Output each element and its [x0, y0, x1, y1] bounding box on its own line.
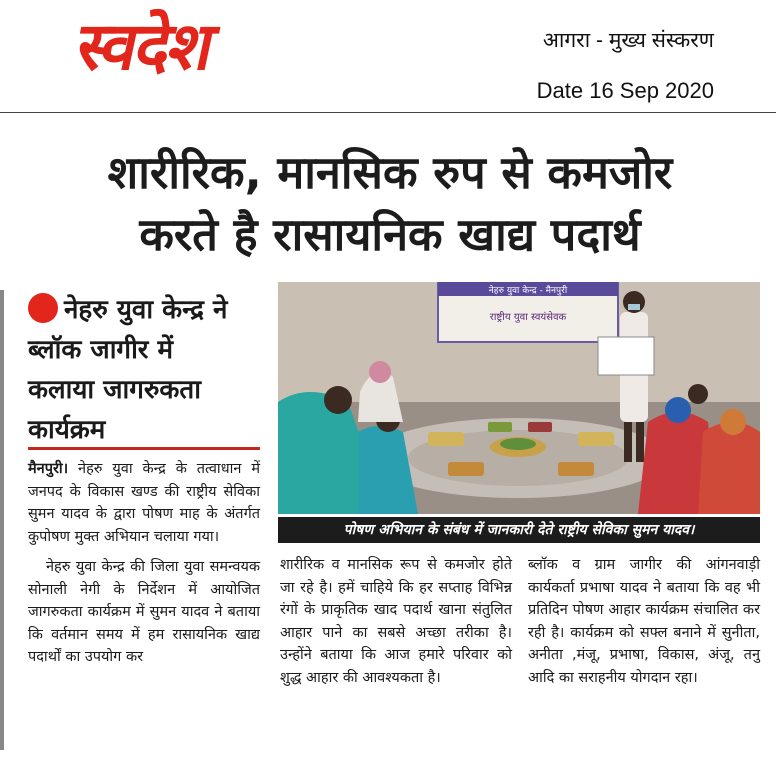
paragraph-1 — [28, 458, 260, 548]
article-column-3 — [528, 554, 760, 697]
article-column-1 — [28, 458, 260, 677]
red-bullet-icon — [28, 293, 58, 323]
banner-line-2: राष्ट्रीय युवा स्वयंसेवक — [489, 312, 567, 323]
paragraph-3: शारीरिक व मानसिक रूप से कमजोर होते जा रहे है। हमें चाहिये कि हर सप्ताह विभिन्न रंगों के प्राकृतिक खाद पदार्थ खाना संतुलित आहार पाने का सबसे अच्छा तरीका है। उन्होंने बताया कि आज हमारे परिवार को शुद्ध आहार की आवश्यकता है। — [280, 557, 512, 686]
edition-label: आगरा - मुख्य संस्करण — [542, 29, 714, 52]
dateline: मैनपुरी। — [28, 461, 69, 477]
sub-head-line-3: कलाया जागरुकता — [28, 375, 201, 405]
photo-illustration — [278, 282, 760, 514]
sub-head-line-1: नेहरु युवा केन्द्र ने — [64, 295, 228, 325]
article-photo — [278, 282, 760, 514]
paragraph-1-text: नेहरु युवा केन्द्र के तत्वाधान में जनपद के विकास खण्ड की राष्ट्रीय सेविका सुमन यादव के द्वारा पोषण माह के अंतर्गत कुपोषण मुक्त अभियान चलाया गया। — [28, 461, 260, 545]
sub-head-line-2: ब्लॉक जागीर में — [28, 335, 174, 365]
masthead-divider — [0, 112, 776, 113]
paragraph-4: ब्लॉक व ग्राम जागीर की आंगनवाड़ी कार्यकर्ता प्रभाषा यादव ने बताया कि वह भी प्रतिदिन पोषण आहार कार्यक्रम संचालित कर रही है। कार्यक्रम को सफ्ल बनाने में सुनीता, अनीता ,मंजू, प्रभाषा, विकास, अंजू, तनु आदि का सराहनीय योगदान रहा। — [528, 557, 760, 686]
headline-line-2: करते है रासायनिक खाद्य पदार्थ — [139, 208, 641, 261]
page-edge-divider — [0, 290, 4, 750]
article-headline — [20, 142, 760, 266]
masthead — [0, 0, 776, 112]
photo-caption: पोषण अभियान के संबंध में जानकारी देते राष्ट्रीय सेविका सुमन यादव। — [278, 517, 760, 543]
headline-line-1: शारीरिक, मानसिक रुप से कमजोर — [107, 146, 673, 199]
paragraph-2: नेहरु युवा केन्द्र की जिला युवा समन्वयक सोनाली नेगी के निर्देशन में आयोजित जागरुकता कार्यक्रम में सुमन यादव ने बताया कि वर्तमान समय में हम रासायनिक खाद्य पदार्थों का उपयोग कर — [28, 559, 260, 665]
banner-line-1: नेहरु युवा केन्द्र - मैनपुरी — [488, 286, 568, 296]
banner — [438, 282, 618, 342]
sub-head-underline — [28, 447, 260, 450]
sub-head-line-4: कार्यक्रम — [28, 415, 106, 445]
newspaper-logo: स्वदेश — [69, 8, 221, 85]
publication-date: Date 16 Sep 2020 — [536, 78, 714, 103]
sub-headline — [28, 290, 260, 450]
article-column-2 — [280, 554, 512, 697]
